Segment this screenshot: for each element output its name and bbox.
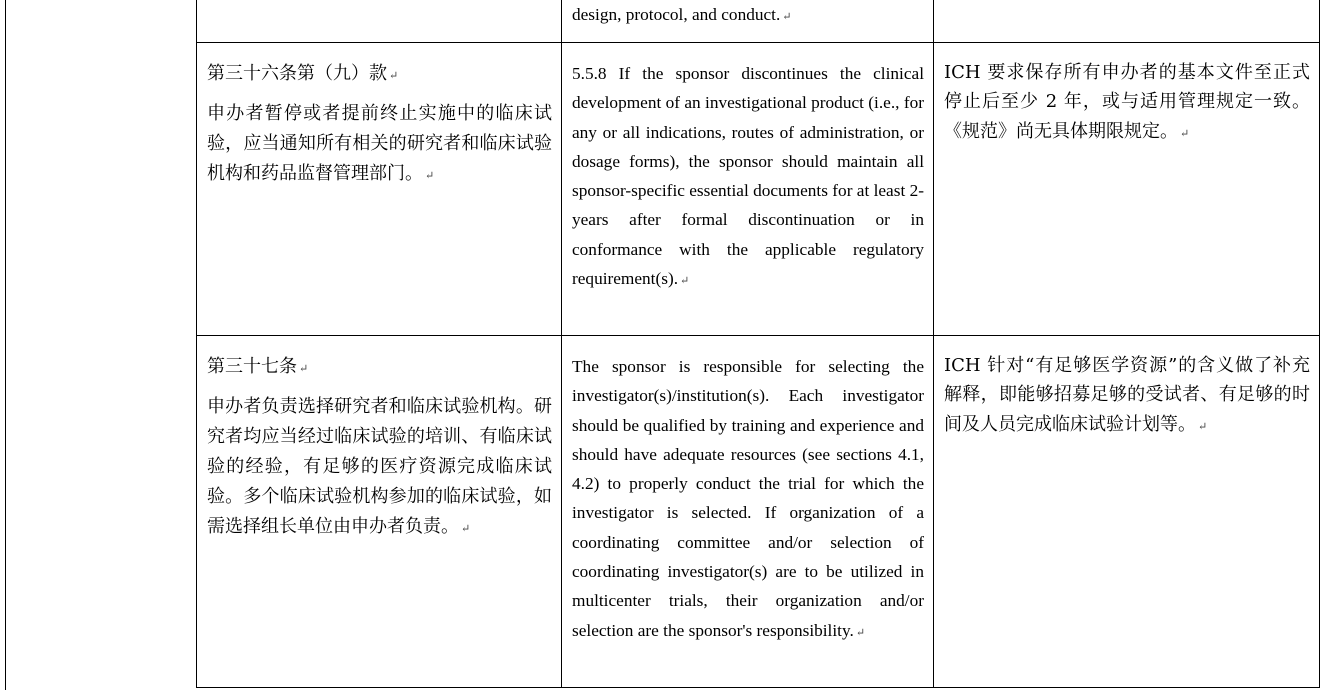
comparison-comment-cell [934,43,1319,335]
paragraph-mark-icon: ↵ [389,69,399,82]
top-fragment-text: design, protocol, and conduct. ↵ [572,5,792,24]
paragraph-mark-icon: ↵ [1180,126,1190,140]
ich-guideline-cell [562,336,933,687]
paragraph-mark-icon: ↵ [299,362,309,375]
ich-guideline-text: 5.5.8 If the sponsor discontinues the clinical development of an investigational product (i.e., for any or all indications, routes of administration, or dosage forms), the sponsor should maintain all sponsor-specific essential documents for at least 2-years after formal discontinuation or in conformance with the applicable regulatory requirement(s). ↵ [572,64,924,289]
paragraph-mark-icon: ↵ [782,11,792,23]
top-fragment-ich-cell [562,0,933,42]
article-title: 第三十六条第（九）款 ↵ [207,63,399,84]
article-text: 申办者暂停或者提前终止实施中的临床试验，应当通知所有相关的研究者和临床试验机构和药品监督管理部门。 ↵ [207,103,552,184]
comparison-comment-text: ICH 要求保存所有申办者的基本文件至正式停止后至少 2 年，或与适用管理规定一致。《规范》尚无具体期限规定。 ↵ [944,62,1310,142]
article-text: 申办者负责选择研究者和临床试验机构。研究者均应当经过临床试验的培训、有临床试验的经验，有足够的医疗资源完成临床试验。多个临床试验机构参加的临床试验，如需选择组长单位由申办者负责。 ↵ [207,396,552,537]
table-row [197,336,561,687]
comparison-comment-cell [934,336,1319,687]
paragraph-mark-icon: ↵ [425,169,435,182]
page-left-border [5,0,6,690]
paragraph-mark-icon: ↵ [855,626,866,639]
paragraph-mark-icon: ↵ [680,275,690,288]
comparison-comment-text: ICH 针对“有足够医学资源”的含义做了补充解释，即能够招募足够的受试者、有足够的时间及人员完成临床试验计划等。 ↵ [944,355,1310,435]
paragraph-mark-icon: ↵ [1198,419,1208,433]
table-row [197,43,561,335]
article-title: 第三十七条 ↵ [207,356,309,377]
table-border-bottom [196,687,1320,688]
paragraph-mark-icon: ↵ [461,522,471,535]
ich-guideline-text: The sponsor is responsible for selecting the investigator(s)/institution(s). Each investigator should be qualified by training and experience and should have adequate resources (see sections 4.1, 4.2) to properly conduct the trial for which the investigator is selected. If organization of a coordinating committee and/or selection of coordinating investigator(s) are to be utilized in multicenter trials, their organization and/or selection are the sponsor's responsibility. ↵ [572,357,924,640]
table-border-right [1319,0,1320,688]
ich-guideline-cell [562,43,933,335]
